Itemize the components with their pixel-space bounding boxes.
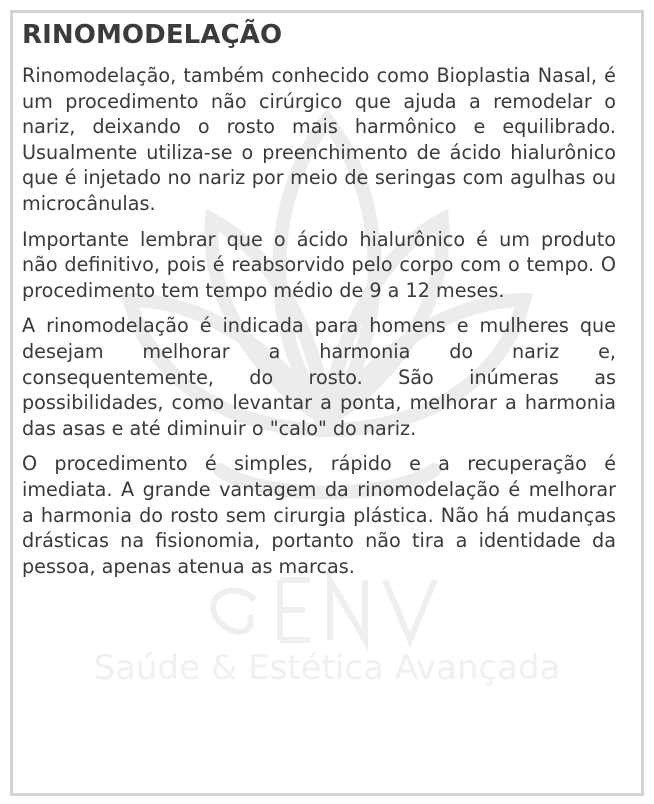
page-title: RINOMODELAÇÃO bbox=[22, 20, 283, 50]
paragraph-duration: Importante lembrar que o ácido hialurônico é um produto não definitivo, pois é reabsorvido pelo corpo com o tempo. O procedimento tem tempo médio de 9 a 12 meses. bbox=[22, 227, 616, 302]
paragraph-indication: A rinomodelação é indicada para homens e mulheres que desejam melhorar a harmonia do nariz e, consequentemente, do rosto. São inúmeras as possibilidades, como levantar a ponta, melhorar a harmonia das asas e até diminuir o "calo" do nariz. bbox=[22, 314, 616, 440]
article bbox=[22, 18, 616, 589]
paragraph-procedure: O procedimento é simples, rápido e a recuperação é imediata. A grande vantagem da rinomodelação é melhorar a harmonia do rosto sem cirurgia plástica. Não há mudanças drásticas na fisionomia, portanto não tira a identidade da pessoa, apenas atenua as marcas. bbox=[22, 452, 616, 578]
watermark-tagline: Saúde & Estética Avançada bbox=[93, 648, 561, 688]
paragraph-intro: Rinomodelação, também conhecido como Bioplastia Nasal, é um procedimento não cirúrgico que ajuda a remodelar o nariz, deixando o rosto mais harmônico e equilibrado. Usualmente utiliza-se o preenchimento de ácido hialurônico que é injetado no nariz por meio de seringas com agulhas ou microcânulas. bbox=[22, 64, 616, 215]
